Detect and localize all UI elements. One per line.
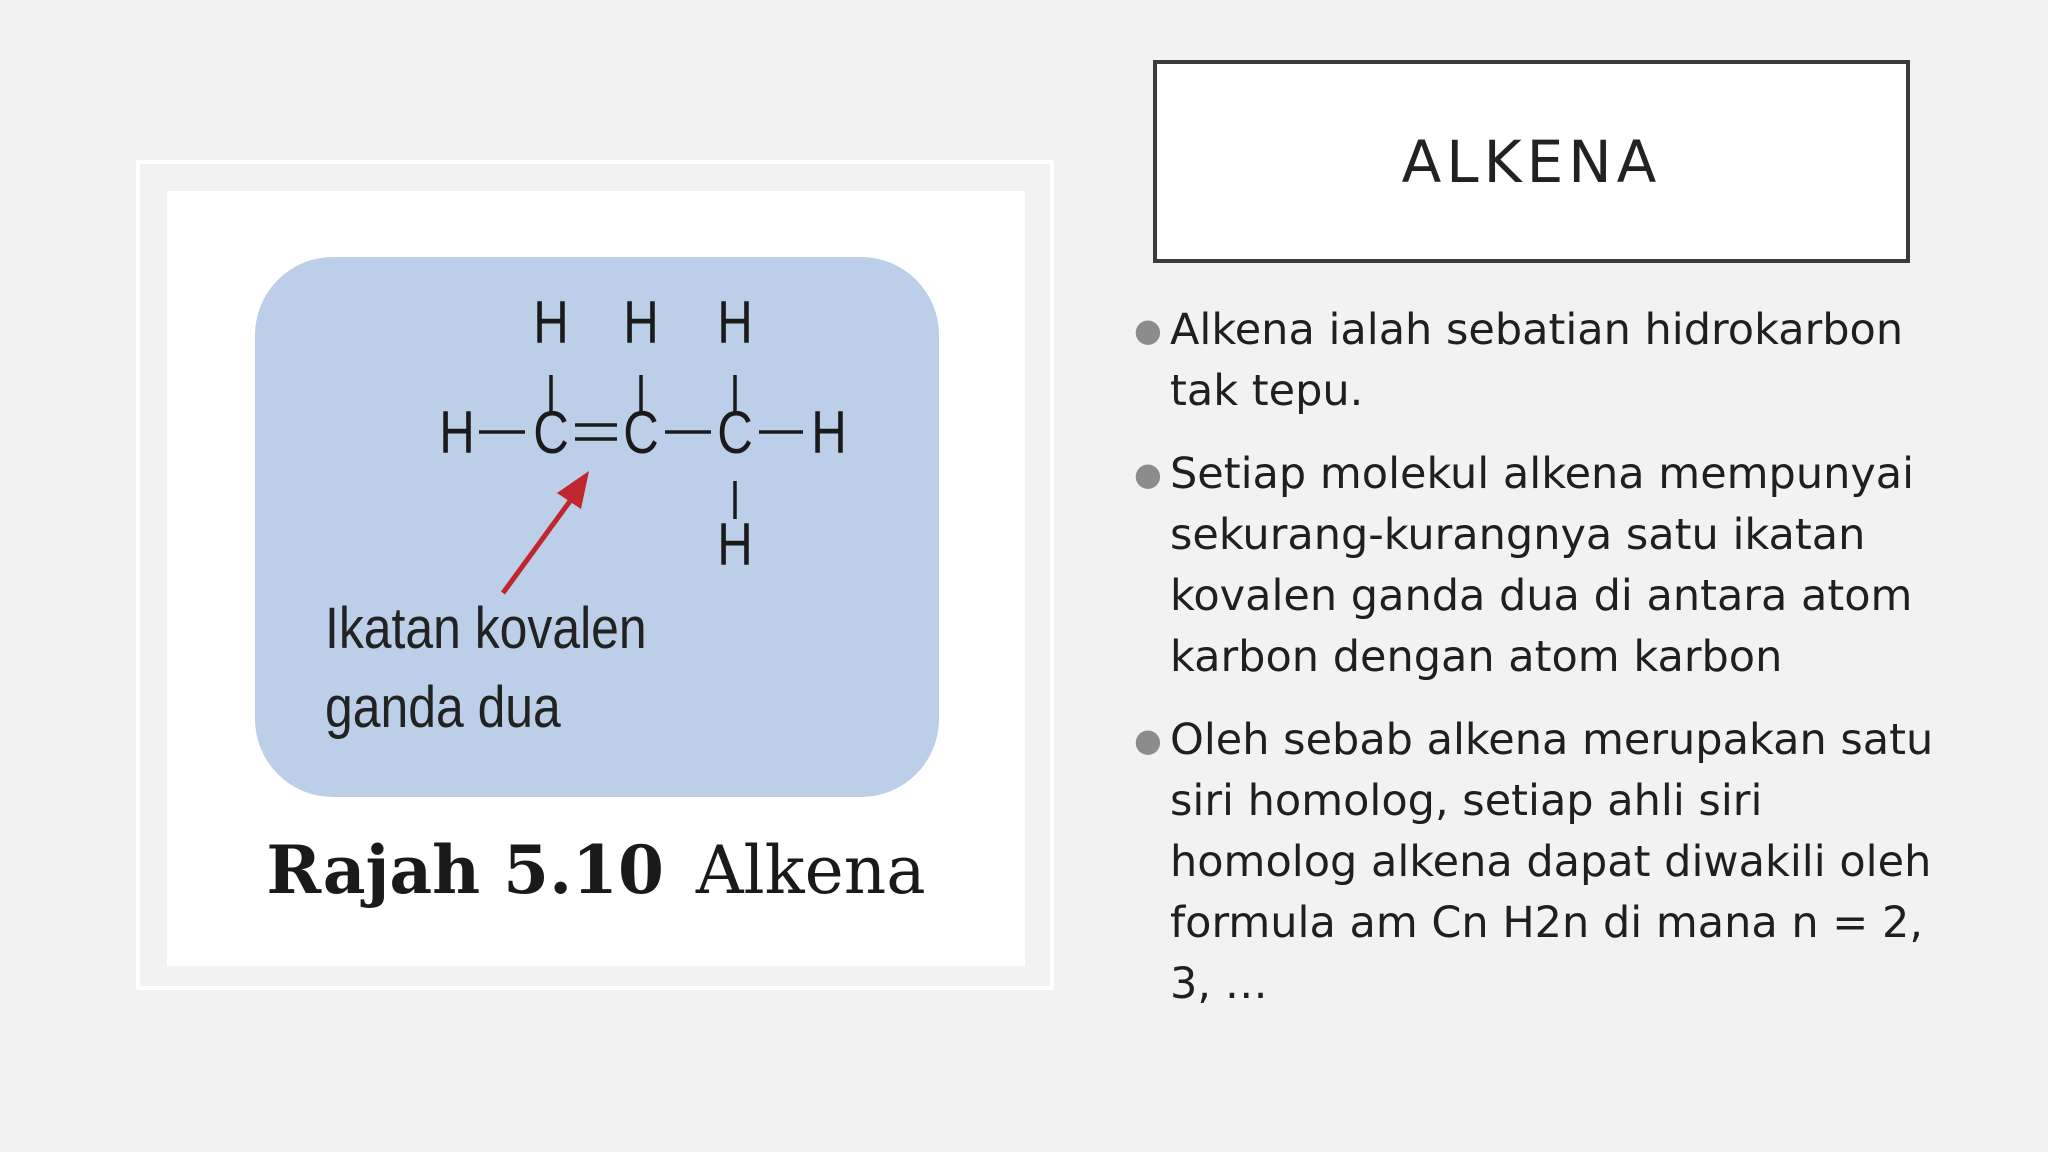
callout-label-line-1: Ikatan kovalen [325,596,647,661]
arrow-head-icon [557,471,589,509]
atom-h-top-3: H [717,288,753,357]
bullet-list [1130,300,1950,1037]
bullet-item [1130,444,1950,688]
figure-caption-label: Rajah 5.10 [266,831,664,909]
slide-title-box [1153,60,1910,263]
atom-c2: C [623,398,659,467]
bullet-text: Oleh sebab alkena merupakan satu siri homolog, setiap ahli siri homolog alkena dapat diwakili oleh formula am Cn H2n di mana n = 2, 3, … [1170,715,1934,1009]
atom-h-top-1: H [533,288,569,357]
arrow-shaft [503,497,573,593]
bullet-dot-icon: ● [1134,455,1162,493]
bullet-item [1130,710,1950,1015]
callout-label-line-2: ganda dua [325,675,561,740]
bullet-dot-icon: ● [1134,721,1162,759]
slide-title: ALKENA [1401,127,1662,196]
figure-caption-text: Alkena [695,832,926,909]
figure-card [167,191,1025,966]
bullet-item [1130,300,1950,422]
bullet-text: Setiap molekul alkena mempunyai sekurang-kurangnya satu ikatan kovalen ganda dua di antara atom karbon dengan atom karbon [1170,449,1915,682]
bullet-text: Alkena ialah sebatian hidrokarbon tak tepu. [1170,305,1904,416]
atom-h-bottom: H [717,510,753,579]
atom-c3: C [717,398,753,467]
atom-h-top-2: H [623,288,659,357]
molecule-panel [255,257,939,797]
bullet-dot-icon: ● [1134,311,1162,349]
atom-c1: C [533,398,569,467]
atom-h-left: H [439,398,475,467]
atom-h-right: H [811,398,847,467]
figure-caption [167,831,1025,909]
